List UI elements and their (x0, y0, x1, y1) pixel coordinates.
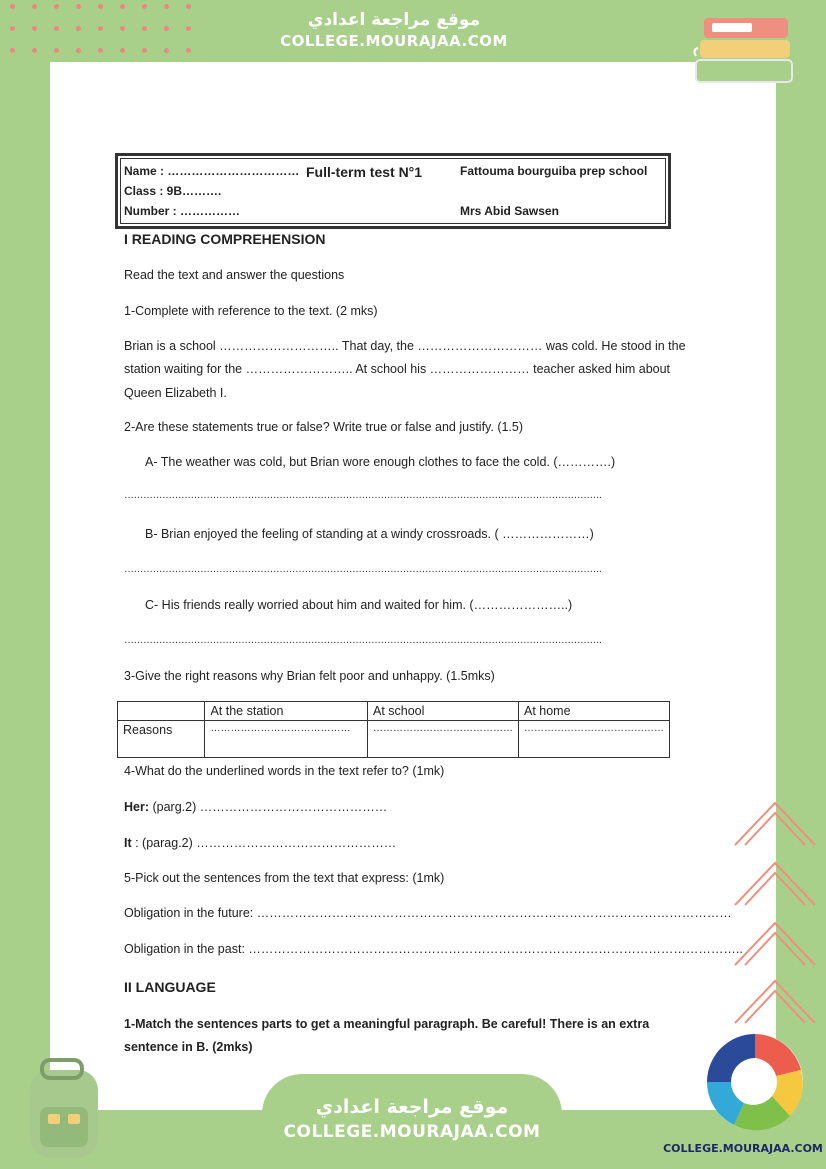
q2-a-answer-line: ……………………………………………………………………………………………………………………………………. (124, 490, 602, 501)
language-q1-line-2: sentence in B. (2mks) (124, 1040, 253, 1054)
q5-past-line: Obligation in the past: ……………………………………………………………………………………………………….. (124, 942, 743, 956)
q4-her-line (124, 800, 387, 814)
decorative-dot (120, 48, 125, 53)
decorative-dot (54, 4, 59, 9)
decorative-dot (186, 4, 191, 9)
decorative-dot (186, 48, 191, 53)
site-circle-logo-icon (694, 1024, 816, 1139)
decorative-dot (120, 4, 125, 9)
banner-arabic-title: موقع مراجعة اعدادي (315, 1096, 509, 1118)
table-header-home: At home (519, 702, 670, 721)
q2-statement-b: B- Brian enjoyed the feeling of standing at a windy crossroads. ( …………………) (145, 527, 594, 541)
backpack-icon (12, 1052, 112, 1162)
q1-line-2: station waiting for the …………………….. At school his …………………… teacher asked him about (124, 362, 671, 376)
q4-it-label: It (124, 836, 132, 850)
decorative-dot (76, 48, 81, 53)
decorative-dot (32, 48, 37, 53)
decorative-dot (142, 48, 147, 53)
question-3: 3-Give the right reasons why Brian felt poor and unhappy. (1.5mks) (124, 669, 495, 683)
site-logo-text[interactable]: COLLEGE.MOURAJAA.COM (663, 1142, 823, 1155)
q4-it-line (124, 836, 396, 850)
student-number-field: Number : …………… (124, 204, 241, 218)
decorative-dot (142, 26, 147, 31)
decorative-dot (164, 26, 169, 31)
q2-statement-c: C- His friends really worried about him and waited for him. (…………………..) (145, 598, 573, 612)
student-name-field: Name : …………………………… (124, 164, 300, 178)
table-header-empty (118, 702, 205, 721)
q4-it-answer: : (parag.2) ………………………………………… (131, 836, 397, 850)
chevron-decoration-icon (730, 795, 820, 1025)
q2-c-answer-line: ……………………………………………………………………………………………………………………………………. (124, 635, 602, 646)
banner-site-url[interactable]: COLLEGE.MOURAJAA.COM (283, 1122, 541, 1142)
question-5: 5-Pick out the sentences from the text that express: (1mk) (124, 871, 445, 885)
site-banner-top[interactable] (262, 2, 526, 60)
table-row-label: Reasons (118, 721, 205, 758)
question-1: 1-Complete with reference to the text. (2 mks) (124, 304, 378, 318)
reasons-table (117, 701, 670, 758)
decorative-dot (10, 26, 15, 31)
table-cell-home: …………………………………… (519, 721, 670, 758)
site-banner-bottom[interactable] (262, 1074, 562, 1169)
decorative-dot (32, 4, 37, 9)
table-header-station: At the station (205, 702, 368, 721)
decorative-dot (54, 26, 59, 31)
section-language-title: II LANGUAGE (124, 979, 216, 995)
q4-her-label: Her: (124, 800, 150, 814)
table-header-school: At school (367, 702, 518, 721)
q1-line-3: Queen Elizabeth I. (124, 386, 227, 400)
student-class-field: Class : 9B………. (124, 184, 222, 198)
q2-b-answer-line: ……………………………………………………………………………………………………………………………………. (124, 564, 602, 575)
teacher-name: Mrs Abid Sawsen (460, 204, 559, 218)
q2-statement-a: A- The weather was cold, but Brian wore enough clothes to face the cold. (………….) (145, 455, 616, 469)
table-cell-station: …………………………………… (205, 721, 368, 758)
decorative-dot (10, 48, 15, 53)
school-name: Fattouma bourguiba prep school (460, 164, 648, 178)
question-4: 4-What do the underlined words in the text refer to? (1mk) (124, 764, 445, 778)
decorative-dot (76, 26, 81, 31)
q4-her-answer: (parg.2) ……………………………………… (149, 800, 388, 814)
decorative-dot (164, 4, 169, 9)
question-2: 2-Are these statements true or false? Write true or false and justify. (1.5) (124, 420, 524, 434)
language-q1-line-1: 1-Match the sentences parts to get a meaningful paragraph. Be careful! There is an extra (124, 1017, 650, 1031)
green-border-left (0, 0, 50, 1169)
decorative-dot (164, 48, 169, 53)
decorative-dots (4, 2, 204, 54)
decorative-dot (142, 4, 147, 9)
table-cell-school: …………………………………… (367, 721, 518, 758)
decorative-dot (32, 26, 37, 31)
q5-future-line: Obligation in the future: …………………………………………………………………………………………………… (124, 906, 732, 920)
banner-site-url[interactable]: COLLEGE.MOURAJAA.COM (280, 32, 508, 50)
decorative-dot (54, 48, 59, 53)
section-reading-title: I READING COMPREHENSION (124, 231, 326, 247)
reading-intro: Read the text and answer the questions (124, 268, 345, 282)
test-title: Full-term test N°1 (306, 164, 423, 180)
test-header-box (115, 153, 671, 229)
decorative-dot (186, 26, 191, 31)
decorative-dot (10, 4, 15, 9)
decorative-dot (76, 4, 81, 9)
decorative-dot (120, 26, 125, 31)
books-stack-icon (690, 10, 805, 95)
decorative-dot (98, 4, 103, 9)
q1-line-1: Brian is a school ……………………….. That day, the ………………………… was cold. He stood in the (124, 339, 686, 353)
decorative-dot (98, 48, 103, 53)
decorative-dot (98, 26, 103, 31)
banner-arabic-title: موقع مراجعة اعدادي (307, 10, 481, 30)
